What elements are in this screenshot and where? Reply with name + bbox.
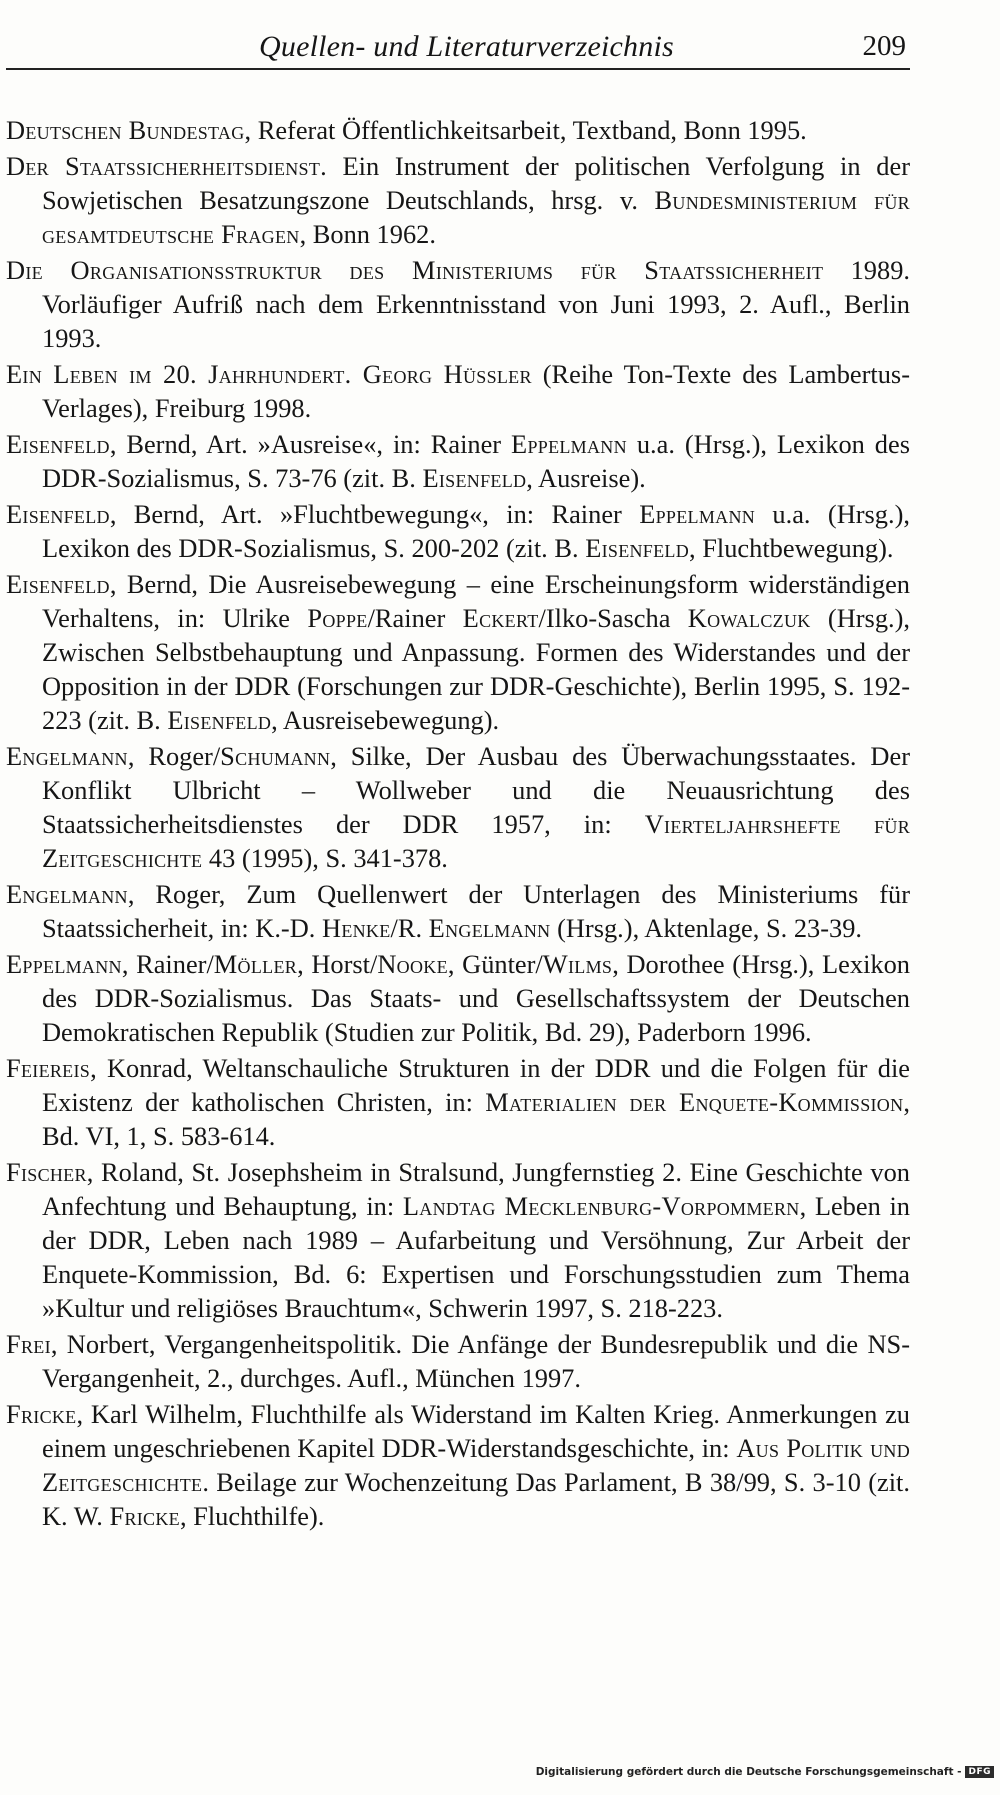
- page-number: 209: [862, 30, 906, 62]
- bibliography-entry: [6, 497, 910, 565]
- author-name: Ein Leben im 20. Jahrhundert. Georg Hüssler: [6, 359, 532, 389]
- author-name: Eckert: [462, 603, 539, 633]
- running-header: [6, 26, 910, 70]
- bibliography-entry: [6, 253, 910, 355]
- entry-text: (Reihe Ton-Texte des Lambertus-Verlages), Freiburg 1998.: [42, 359, 910, 423]
- author-name: Materialien der Enquete-Kommission: [485, 1087, 904, 1117]
- bibliography-entry: [6, 739, 910, 875]
- author-name: Eisenfeld: [167, 705, 272, 735]
- author-name: Frei: [6, 1329, 51, 1359]
- entry-text: , Bernd, Die Ausreisebewegung – eine Erscheinungsform widerständigen Verhaltens, in: Ulrike: [42, 569, 910, 633]
- bibliography-entry: [6, 357, 910, 425]
- entry-text: , Horst/: [297, 949, 378, 979]
- author-name: Eppelmann: [6, 949, 122, 979]
- entry-text: . Ein Instrument der politischen Verfolgung in der Sowjetischen Besatzungszone Deutschlands, hrsg. v.: [42, 151, 910, 215]
- author-name: Deutschen Bundestag: [6, 115, 245, 145]
- author-name: Landtag Mecklenburg-Vorpommern: [402, 1191, 800, 1221]
- entry-text: , Fluchtbewegung).: [689, 533, 894, 563]
- author-name: Engelmann: [428, 913, 551, 943]
- entry-text: , Bonn 1962.: [299, 219, 436, 249]
- author-name: Eisenfeld: [422, 463, 527, 493]
- entry-text: , Rainer/: [121, 949, 214, 979]
- entry-text: /Ilko-Sascha: [538, 603, 688, 633]
- author-name: Vierteljahrshefte für Zeitgeschichte: [42, 809, 910, 873]
- author-name: Fischer: [6, 1157, 87, 1187]
- entry-text: u.a. (Hrsg.), Lexikon des DDR-Sozialismus, S. 73-76 (zit. B.: [42, 429, 910, 493]
- author-name: Schumann: [220, 741, 331, 771]
- entry-text: , Dorothee (Hrsg.), Lexikon des DDR-Sozialismus. Das Staats- und Gesellschaftssystem der Deutschen Demokratischen Republik (Studien zur Politik, Bd. 29), Paderborn 1996.: [42, 949, 911, 1047]
- entry-text: /Rainer: [367, 603, 463, 633]
- entry-text: , Bernd, Art. »Fluchtbewegung«, in: Rainer: [109, 499, 640, 529]
- bibliography-entry: [6, 1051, 910, 1153]
- bibliography-entry: [6, 947, 910, 1049]
- entry-text: , Günter/: [447, 949, 543, 979]
- author-name: Die Organisationsstruktur des Ministeriums für Staatssicherheit: [6, 255, 824, 285]
- dfg-logo-icon: DFG: [965, 1766, 994, 1778]
- entry-text: (Hrsg.), Aktenlage, S. 23-39.: [550, 913, 862, 943]
- bibliography-entry: [6, 1397, 910, 1533]
- bibliography-entry: [6, 877, 910, 945]
- author-name: Eppelmann: [511, 429, 627, 459]
- bibliography-list: [6, 113, 910, 1535]
- bibliography-entry: [6, 1327, 910, 1395]
- entry-text: , Silke, Der Ausbau des Überwachungsstaates. Der Konflikt Ulbricht – Wollweber und die Neuausrichtung des Staatssicherheitsdienstes der DDR 1957, in:: [42, 741, 910, 839]
- author-name: Nooke: [377, 949, 448, 979]
- author-name: Poppe: [307, 603, 368, 633]
- author-name: Aus Politik und Zeitgeschichte: [42, 1433, 911, 1497]
- entry-text: , Konrad, Weltanschauliche Strukturen in der DDR und die Folgen für die Existenz der katholischen Christen, in:: [42, 1053, 910, 1117]
- author-name: Eisenfeld: [6, 499, 110, 529]
- author-name: Eisenfeld: [585, 533, 690, 563]
- entry-text: , Roger/: [127, 741, 221, 771]
- entry-text: /R.: [390, 913, 429, 943]
- author-name: Feiereis: [6, 1053, 91, 1083]
- author-name: Möller: [213, 949, 298, 979]
- entry-text: , Leben in der DDR, Leben nach 1989 – Aufarbeitung und Versöhnung, Zur Arbeit der Enquete-Kommission, Bd. 6: Expertisen und Forschungsstudien zum Thema »Kultur und religiöses Brauchtum«, Schwerin 1997, S. 218-223.: [42, 1191, 910, 1323]
- bibliography-entry: [6, 1155, 910, 1325]
- entry-text: , Karl Wilhelm, Fluchthilfe als Widerstand im Kalten Krieg. Anmerkungen zu einem ungeschriebenen Kapitel DDR-Widerstandsgeschichte, in:: [42, 1399, 910, 1463]
- entry-text: u.a. (Hrsg.), Lexikon des DDR-Sozialismus, S. 200-202 (zit. B.: [42, 499, 910, 563]
- entry-text: , Bd. VI, 1, S. 583-614.: [42, 1087, 911, 1151]
- author-name: Eisenfeld: [6, 569, 110, 599]
- entry-text: , Referat Öffentlichkeitsarbeit, Textband, Bonn 1995.: [244, 115, 807, 145]
- bibliography-entry: [6, 567, 910, 737]
- entry-text: , Roger, Zum Quellenwert der Unterlagen des Ministeriums für Staatssicherheit, in: K.-D.: [42, 879, 910, 943]
- entry-text: 43 (1995), S. 341-378.: [202, 843, 448, 873]
- bibliography-entry: [6, 113, 910, 147]
- header-title: Quellen- und Literaturverzeichnis: [259, 30, 674, 63]
- author-name: Henke: [321, 913, 391, 943]
- author-name: Eppelmann: [639, 499, 756, 529]
- author-name: Kowalczuk: [687, 603, 811, 633]
- entry-text: , Norbert, Vergangenheitspolitik. Die Anfänge der Bundesrepublik und die NS-Vergangenheit, 2., durchges. Aufl., München 1997.: [42, 1329, 910, 1393]
- entry-text: . Beilage zur Wochenzeitung Das Parlament, B 38/99, S. 3-10 (zit. K. W.: [42, 1467, 910, 1531]
- entry-text: 1989. Vorläufiger Aufriß nach dem Erkenntnisstand von Juni 1993, 2. Aufl., Berlin 1993.: [42, 255, 910, 353]
- entry-text: , Fluchthilfe).: [179, 1501, 325, 1531]
- entry-text: , Ausreisebewegung).: [271, 705, 500, 735]
- author-name: Engelmann: [6, 879, 128, 909]
- digitization-footer: [536, 1766, 994, 1778]
- author-name: Fricke: [6, 1399, 77, 1429]
- bibliography-entry: [6, 427, 910, 495]
- entry-text: , Bernd, Art. »Ausreise«, in: Rainer: [109, 429, 512, 459]
- author-name: Eisenfeld: [6, 429, 110, 459]
- entry-text: (Hrsg.), Zwischen Selbstbehauptung und Anpassung. Formen des Widerstandes und der Opposition in der DDR (Forschungen zur DDR-Geschichte), Berlin 1995, S. 192-223 (zit. B.: [42, 603, 911, 735]
- author-name: Fricke: [109, 1501, 180, 1531]
- author-name: Wilms: [542, 949, 613, 979]
- bibliography-entry: [6, 149, 910, 251]
- author-name: Der Staatssicherheitsdienst: [6, 151, 321, 181]
- footer-credit: Digitalisierung gefördert durch die Deutsche Forschungsgemeinschaft -: [535, 1766, 962, 1778]
- author-name: Bundesministerium für gesamtdeutsche Fragen: [42, 185, 910, 249]
- entry-text: , Roland, St. Josephsheim in Stralsund, Jungfernstieg 2. Eine Geschichte von Anfechtung und Behauptung, in:: [42, 1157, 910, 1221]
- entry-text: , Ausreise).: [526, 463, 646, 493]
- author-name: Engelmann: [6, 741, 128, 771]
